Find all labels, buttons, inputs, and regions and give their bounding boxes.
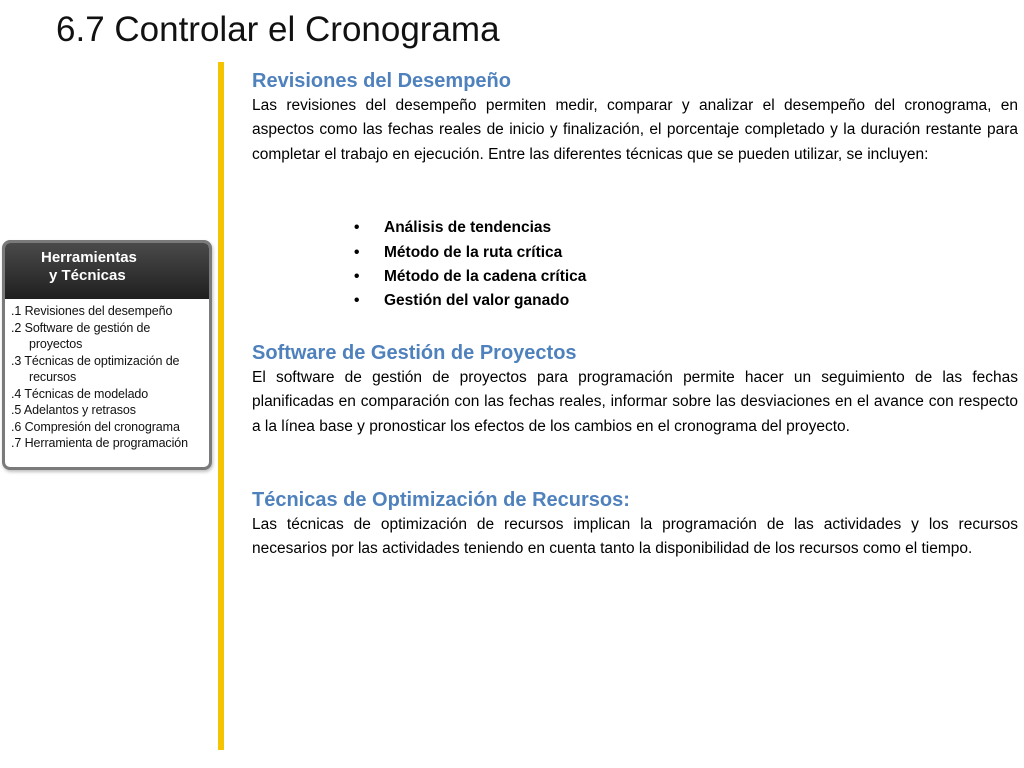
bullet-item: • Método de la cadena crítica [354,265,1018,289]
tools-box-header [5,243,209,299]
section-heading-software: Software de Gestión de Proyectos [252,341,577,364]
section-body-software: El software de gestión de proyectos para programación permite hacer un seguimiento de las fechas planificadas en comparación con las fechas reales, informar sobre las desviaciones en el avance con respecto a la línea base y pronosticar los efectos de los cambios en el cronograma del proyecto. [252,368,1018,435]
section-body-optimizacion: Las técnicas de optimización de recursos implican la programación de las actividades y los recursos necesarios por las actividades teniendo en cuenta tanto la disponibilidad de los recursos como el tiempo. [252,516,1018,558]
tools-list-item: .2 Software de gestión de proyectos [11,320,151,351]
tools-list-item: .5 Adelantos y retrasos [11,403,136,417]
bullet-icon: • [354,268,360,286]
section-heading-revisiones: Revisiones del Desempeño [252,70,511,92]
tools-header-line1: Herramientas [41,249,137,266]
main-content [252,68,1018,562]
section-heading-optimizacion: Técnicas de Optimización de Recursos: [252,489,630,512]
bullet-icon: • [354,292,360,310]
bullet-icon: • [354,219,360,237]
bullet-item: • Gestión del valor ganado [354,289,1018,313]
bullet-item: • Análisis de tendencias [354,216,1018,240]
tools-header-line2: y Técnicas [49,267,126,284]
tools-list-item: .4 Técnicas de modelado [11,386,149,401]
bullet-list-techniques [252,216,1018,314]
tools-and-techniques-box [2,240,212,470]
tools-list [5,299,209,452]
accent-divider-line [218,62,224,750]
tools-list-item: .3 Técnicas de optimización de recursos [11,353,180,384]
bullet-icon: • [354,243,360,261]
bullet-item: • Método de la ruta crítica [354,241,1018,265]
tools-list-item: .1 Revisiones del desempeño [11,304,173,318]
section-body-revisiones: Las revisiones del desempeño permiten medir, comparar y analizar el desempeño del cronograma, en aspectos como las fechas reales de inicio y finalización, el porcentaje completado y la duración restante para completar el trabajo en ejecución. Entre las diferentes técnicas que se pueden utilizar, se incluyen: [252,97,1018,163]
tools-list-item: .6 Compresión del cronograma [11,419,180,434]
slide-title: 6.7 Controlar el Cronograma [56,10,500,49]
tools-list-item: .7 Herramienta de programación [11,436,188,450]
